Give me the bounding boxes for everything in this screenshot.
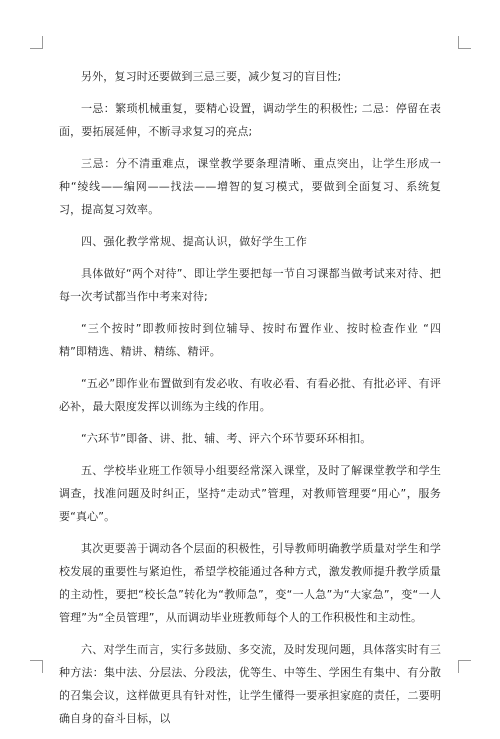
paragraph-two-treatments: 具体做好“两个对待”、即让学生要把每一节自习课都当做考试来对待、把每一次考试都当作中考来对待; bbox=[59, 267, 441, 303]
document-body bbox=[59, 65, 441, 739]
paragraph-section-five: 五、学校毕业班工作领导小组要经常深入课堂，及时了解课堂教学和学生调查，找准问题及时纠正，坚持“走动式”管理，对教师管理要“用心”，服务要“真心”。 bbox=[59, 464, 441, 523]
paragraph-review-taboos-intro: 另外，复习时还要做到三忌三要，减少复习的盲目性; bbox=[81, 70, 342, 83]
paragraph-mobilize-teachers: 其次更要善于调动各个层面的积极性，引导教师明确教学质量对学生和学校发展的重要性与紧迫性，希望学校能通过各种方式，激发教师提升教学质量的主动性，要把“校长急”转化为“教师急”，变“一人急”为“大家急”，变“一人管理”为“全员管理”，从而调动毕业班教师每个人的工作积极性和主动性。 bbox=[59, 542, 441, 624]
paragraph-three-on-time: “三个按时”即教师按时到位辅导、按时布置作业、按时检查作业 “四精”即精选、精讲、精练、精评。 bbox=[59, 322, 441, 358]
paragraph-third-taboo: 三忌：分不清重难点，课堂教学要条理清晰、重点突出，让学生形成一种“绫线——编网——找法——增智的复习模式，要做到全面复习、系统复习，提高复习效率。 bbox=[59, 157, 441, 216]
paragraph-first-second-taboo: 一忌：繁琐机械重复，要精心设置，调动学生的积极性; 二忌：停留在表面，要拓展延伸，不断寻求复习的亮点; bbox=[59, 102, 441, 138]
paragraph-six-links: “六环节”即备、讲、批、辅、考、评六个环节要环环相扣。 bbox=[81, 432, 372, 445]
section-heading-four: 四、强化教学常规、提高认识，做好学生工作 bbox=[81, 235, 307, 248]
crop-mark-top-left bbox=[30, 36, 43, 49]
paragraph-five-musts: “五必”即作业布置做到有发必收、有收必看、有看必批、有批必评、有评必补，最大限度发挥以训练为主线的作用。 bbox=[59, 377, 441, 413]
paragraph-section-six: 六、对学生而言，实行多鼓励、多交流，及时发现问题，具体落实时有三种方法：集中法、分层法、分段法，优等生、中等生、学困生有集中、有分散的召集会议，这样做更具有针对性，让学生懂得一要承担家庭的责任，二要明确自身的奋斗目标，以 bbox=[59, 643, 441, 725]
crop-mark-bottom-right bbox=[458, 660, 471, 673]
crop-mark-top-right bbox=[458, 36, 471, 49]
crop-mark-bottom-left bbox=[30, 660, 43, 673]
